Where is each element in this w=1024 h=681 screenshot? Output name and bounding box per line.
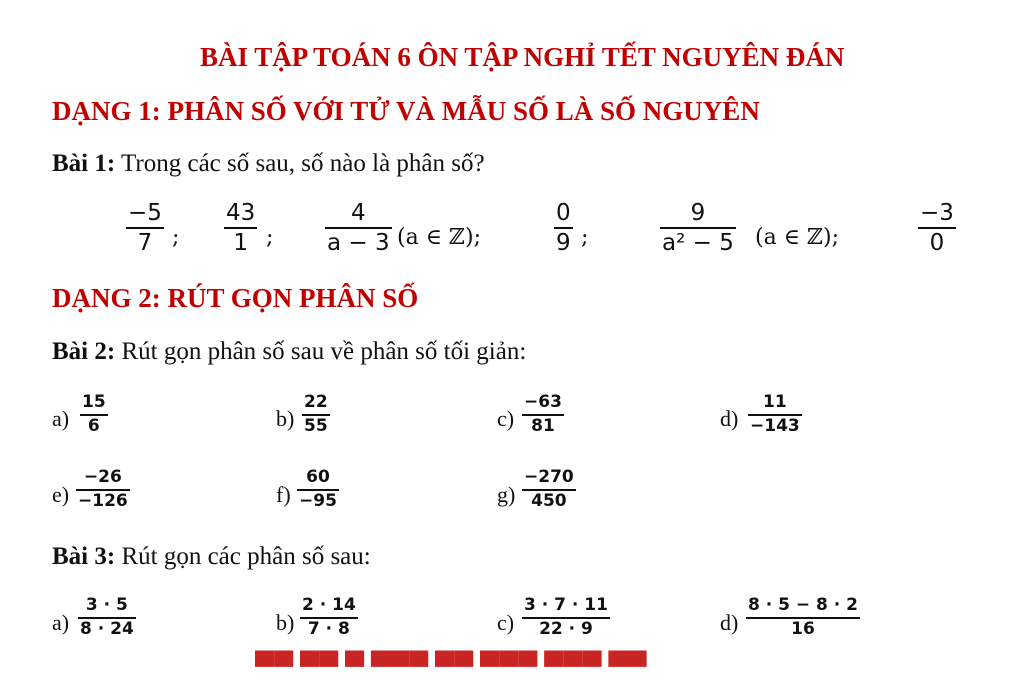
numerator: 43: [226, 200, 256, 226]
exercise-3-label: Bài 3:: [52, 543, 116, 570]
fraction: [224, 200, 257, 257]
item-label: e): [52, 482, 70, 507]
fraction-suffix: ;: [581, 225, 589, 250]
numerator: 60: [306, 467, 330, 487]
fraction: [522, 393, 564, 436]
denominator: −143: [750, 415, 800, 436]
denominator: 8 · 24: [80, 618, 134, 639]
denominator: 0: [929, 230, 945, 257]
exercise-1-prompt: [52, 150, 485, 178]
numerator: −26: [83, 467, 122, 487]
denominator: 1: [233, 230, 248, 257]
denominator: 22 · 9: [539, 618, 593, 639]
denominator: a − 3: [327, 230, 390, 257]
section-heading-1: DẠNG 1: PHÂN SỐ VỚI TỬ VÀ MẪU SỐ LÀ SỐ NGUYÊN: [52, 96, 760, 126]
exercise-1-text: Trong các số sau, số nào là phân số?: [115, 150, 485, 177]
exercise-2-label: Bài 2:: [52, 338, 116, 365]
numerator: 8 · 5 − 8 · 2: [748, 595, 858, 615]
denominator: 55: [304, 415, 328, 436]
item-label: a): [52, 406, 70, 431]
fraction-bar: [660, 227, 736, 229]
fraction: [660, 200, 736, 257]
numerator: −5: [128, 200, 162, 226]
item-label: f): [276, 482, 291, 507]
denominator: 7 · 8: [307, 618, 350, 639]
fraction: [746, 596, 860, 639]
document-title: BÀI TẬP TOÁN 6 ÔN TẬP NGHỈ TẾT NGUYÊN ĐÁN: [200, 42, 845, 72]
item-label: c): [497, 610, 515, 635]
fraction: [302, 393, 330, 436]
item-label: d): [720, 406, 739, 431]
numerator: −270: [524, 467, 574, 487]
fraction-bar: [554, 227, 573, 229]
denominator: 450: [531, 490, 567, 511]
cut-off-heading: ▀▀ ▀▀ ▀ ▀▀▀ ▀▀ ▀▀▀ ▀▀▀ ▀▀: [255, 651, 647, 681]
fraction: [78, 596, 136, 639]
numerator: 0: [556, 200, 571, 226]
fraction-bar: [325, 227, 392, 229]
numerator: 11: [763, 392, 787, 412]
exercise-2-text: Rút gọn phân số sau về phân số tối giản:: [115, 338, 527, 365]
numerator: −63: [524, 392, 562, 412]
numerator: 15: [82, 392, 106, 412]
fraction: [80, 393, 108, 436]
numerator: 22: [304, 392, 328, 412]
exercise-3-text: Rút gọn các phân số sau:: [115, 543, 371, 570]
denominator: 6: [87, 415, 100, 436]
item-label: g): [497, 482, 516, 507]
item-label: b): [276, 610, 295, 635]
denominator: a² − 5: [662, 230, 734, 257]
fraction-bar: [126, 227, 164, 229]
denominator: −95: [299, 490, 337, 511]
denominator: 16: [791, 618, 815, 639]
numerator: 4: [350, 200, 366, 226]
fraction: [554, 200, 573, 257]
fraction: [76, 468, 130, 511]
denominator: −126: [78, 490, 128, 511]
fraction-suffix: (a ∈ ℤ);: [397, 225, 482, 250]
numerator: 2 · 14: [302, 595, 356, 615]
numerator: −3: [920, 200, 954, 226]
fraction-bar: [918, 227, 956, 229]
item-label: c): [497, 406, 515, 431]
denominator: 81: [531, 415, 555, 436]
fraction: [126, 200, 164, 257]
item-label: d): [720, 610, 739, 635]
exercise-1-label: Bài 1:: [52, 150, 116, 177]
exercise-2-prompt: [52, 338, 526, 366]
fraction-suffix: ;: [266, 225, 274, 250]
fraction: [522, 596, 610, 639]
item-label: a): [52, 610, 70, 635]
denominator: 9: [556, 230, 571, 257]
numerator: 9: [690, 200, 706, 226]
fraction-suffix: (a ∈ ℤ);: [755, 225, 840, 250]
fraction-suffix: ;: [172, 225, 180, 250]
numerator: 3 · 5: [85, 595, 128, 615]
fraction: [748, 393, 802, 436]
item-label: b): [276, 406, 295, 431]
section-heading-2: DẠNG 2: RÚT GỌN PHÂN SỐ: [52, 283, 419, 313]
fraction: [918, 200, 956, 257]
exercise-3-prompt: [52, 543, 371, 571]
denominator: 7: [137, 230, 153, 257]
fraction: [300, 596, 358, 639]
numerator: 3 · 7 · 11: [524, 595, 608, 615]
fraction-bar: [224, 227, 257, 229]
fraction: [522, 468, 576, 511]
fraction: [297, 468, 339, 511]
fraction: [325, 200, 392, 257]
